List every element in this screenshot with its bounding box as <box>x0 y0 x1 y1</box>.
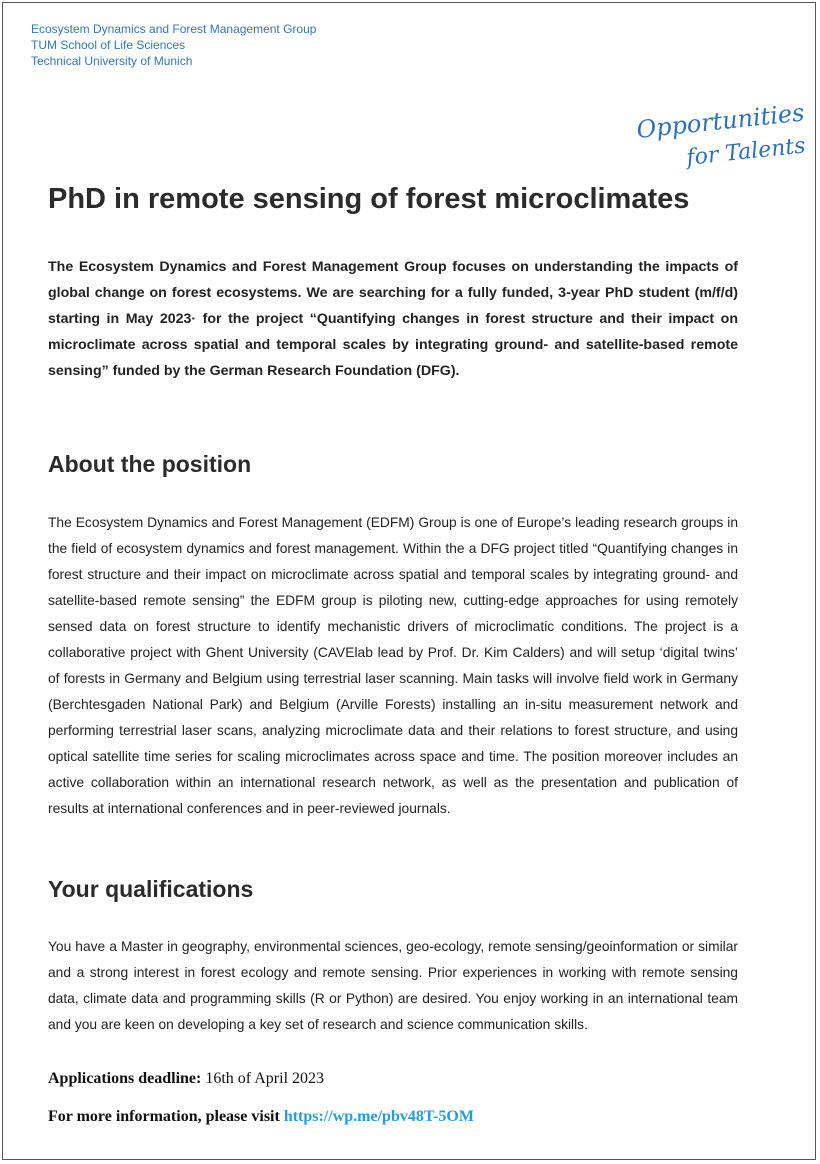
more-information <box>48 1106 474 1128</box>
svg-text:Opportunities: Opportunities <box>635 99 806 144</box>
header-university-name: Technical University of Munich <box>31 54 193 68</box>
application-deadline <box>48 1068 324 1090</box>
more-info-link[interactable]: https://wp.me/pbv48T-5OM <box>283 1108 474 1125</box>
qualifications-paragraph: You have a Master in geography, environmental sciences, geo-ecology, remote sensing/geoinformation or similar and a strong interest in forest ecology and remote sensing. Prior experiences in working with remote sensing data, climate data and programming skills (R or Python) are desired. You enjoy working in an international team and you are keen on developing a key set of research and science communication skills. <box>48 939 738 1032</box>
document-page <box>2 2 816 1160</box>
opportunities-for-talents-signature-logo <box>633 99 813 171</box>
intro-paragraph: The Ecosystem Dynamics and Forest Management Group focuses on understanding the impacts of global change on forest ecosystems. We are searching for a fully funded, 3-year PhD student (m/f/d) starting in May 2023· for the project “Quantifying changes in forest structure and their impact on microclimate across spatial and temporal scales by integrating ground- and satellite-based remote sensing” funded by the German Research Foundation (DFG). <box>48 259 738 379</box>
more-info-label: For more information, please visit <box>48 1108 280 1125</box>
deadline-label: Applications deadline: <box>48 1070 202 1087</box>
header-group-name: Ecosystem Dynamics and Forest Management Group <box>31 22 317 36</box>
svg-text:for Talents: for Talents <box>685 133 807 171</box>
about-position-heading: About the position <box>48 451 252 477</box>
about-position-paragraph: The Ecosystem Dynamics and Forest Management (EDFM) Group is one of Europe’s leading research groups in the field of ecosystem dynamics and forest management. Within the a DFG project titled “Quantifying changes in forest structure and their impact on microclimate across spatial and temporal scales by integrating ground- and satellite-based remote sensing” the EDFM group is piloting new, cutting-edge approaches for using remotely sensed data on forest structure to identify mechanistic drivers of microclimatic conditions. The project is a collaborative project with Ghent University (CAVElab lead by Prof. Dr. Kim Calders) and will setup ‘digital twins’ of forests in Germany and Belgium using terrestrial laser scanning. Main tasks will involve field work in Germany (Berchtesgaden National Park) and Belgium (Arville Forests) installing an in-situ measurement network and performing terrestrial laser scans, analyzing microclimate data and their relations to forest structure, and using optical satellite time series for scaling microclimates across space and time. The position moreover includes an active collaboration within an international research network, as well as the presentation and publication of results at international conferences and in peer-reviewed journals. <box>48 515 738 816</box>
deadline-value: 16th of April 2023 <box>205 1070 325 1087</box>
institution-header <box>31 21 316 69</box>
page-title: PhD in remote sensing of forest microclimates <box>48 183 690 215</box>
header-school-name: TUM School of Life Sciences <box>31 38 186 52</box>
qualifications-heading: Your qualifications <box>48 876 254 902</box>
